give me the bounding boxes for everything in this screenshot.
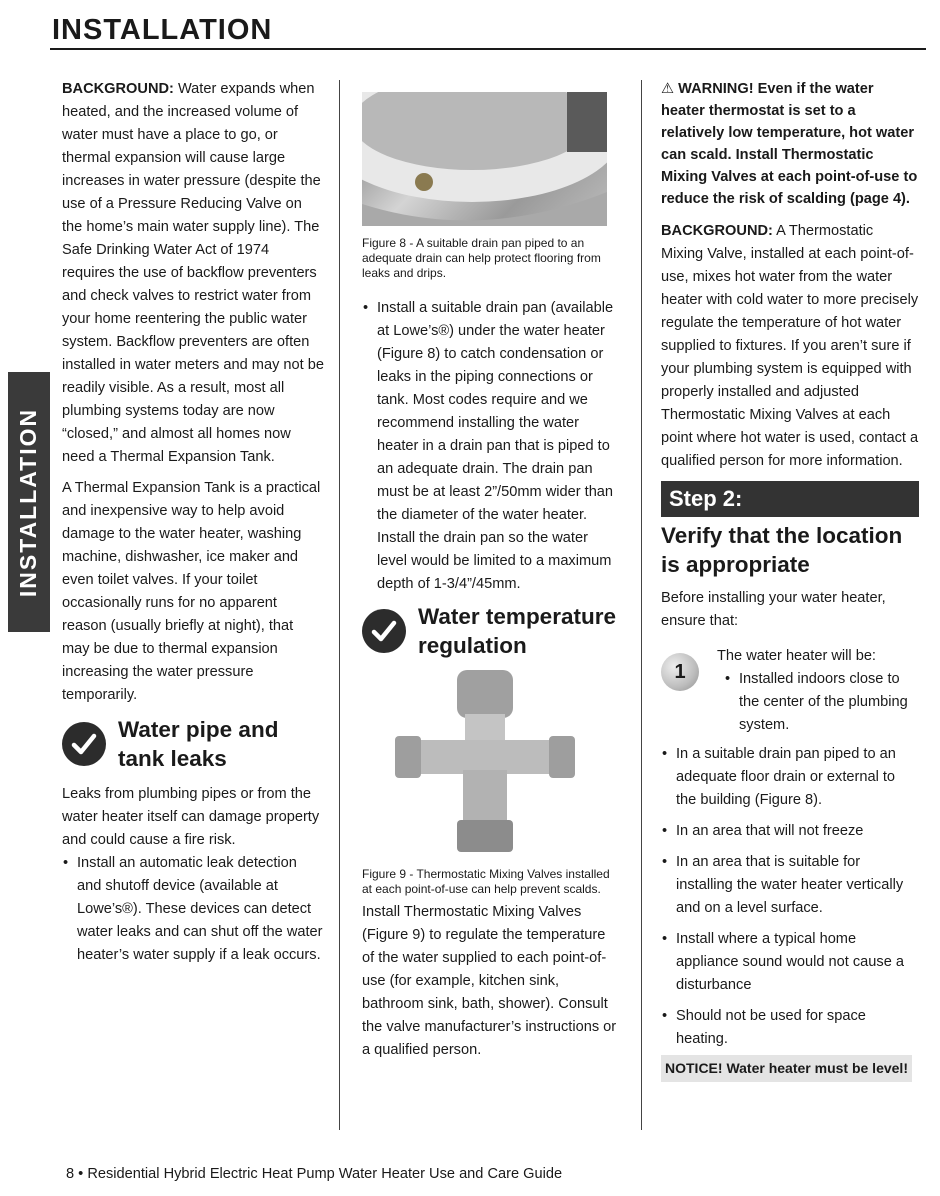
column-left xyxy=(62,78,324,967)
numbered-item-text: The water heater will be: xyxy=(717,648,876,664)
location-list xyxy=(661,743,919,1051)
figure-8-caption: Figure 8 - A suitable drain pan piped to an adequate drain can help protect flooring from leaks and drips. xyxy=(362,236,601,280)
background-paragraph xyxy=(661,220,919,473)
list-item: • In an area that is suitable for installing the water heater vertically and on a level surface. xyxy=(676,851,919,920)
step-2-bar: Step 2: xyxy=(661,481,919,517)
drain-pan-photo xyxy=(362,92,607,226)
checkmark-icon xyxy=(362,609,406,653)
temperature-heading-row xyxy=(362,602,620,660)
numbered-item xyxy=(661,645,919,737)
leaks-list xyxy=(62,852,324,967)
page-title: INSTALLATION xyxy=(52,14,273,46)
step-title: Verify that the location is appropriate xyxy=(661,523,903,577)
checkmark-icon xyxy=(62,722,106,766)
list-item: • In a suitable drain pan piped to an adequate floor drain or external to the building (Figure 8). xyxy=(676,743,919,812)
notice-banner: NOTICE! Water heater must be level! xyxy=(661,1055,912,1082)
warning-block xyxy=(661,78,919,210)
column-right xyxy=(661,78,919,1082)
list-item: • In an area that will not freeze xyxy=(676,820,919,843)
figure-9-caption: Figure 9 - Thermostatic Mixing Valves installed at each point-of-use can help prevent scalds. xyxy=(362,867,610,896)
intro-text: Before installing your water heater, ensure that: xyxy=(661,590,886,629)
background-label: BACKGROUND: xyxy=(661,223,773,239)
section-heading: Water pipe and tank leaks xyxy=(118,717,279,771)
drain-pan-list xyxy=(362,297,620,596)
numbered-item-list xyxy=(717,668,919,737)
list-item: • Install a suitable drain pan (available at Lowe’s®) under the water heater (Figure 8) to catch condensation or leaks in the piping connections or tank. Most codes require and we recommend installing the water heater in a drain pan that is piped to an adequate drain. The drain pan must be at least 2”/50mm wider than the diameter of the water heater. Install the drain pan so the water level would be limited to a maximum depth of 1-3/4”/45mm. xyxy=(377,297,620,596)
side-tab xyxy=(8,372,50,632)
mixing-valve-paragraph: Install Thermostatic Mixing Valves (Figure 9) to regulate the temperature of the water supplied to each point-of-use (for example, kitchen sink, bathroom sink, bath, shower). Consult the valve manufacturer’s instructions or a qualified person. xyxy=(362,904,617,1058)
column-divider-2 xyxy=(641,80,642,1130)
list-item: • Install an automatic leak detection and shutoff device (available at Lowe’s®). These devices can detect water leaks and can shut off the water heater’s water supply if a leak occurs. xyxy=(77,852,324,967)
background-label: BACKGROUND: xyxy=(62,81,174,97)
expansion-tank-paragraph: A Thermal Expansion Tank is a practical and inexpensive way to help avoid damage to the water heater, washing machine, dishwasher, ice maker and even toilet valves. If your toilet occasionally runs for no apparent reason (usually briefly at night), that may be due to thermal expansion increasing the water pressure temporarily. xyxy=(62,480,321,703)
title-rule xyxy=(50,48,926,50)
warning-icon: ⚠ xyxy=(661,81,675,97)
list-item: • Install where a typical home appliance sound would not cause a disturbance xyxy=(676,928,919,997)
column-divider-1 xyxy=(339,80,340,1130)
mixing-valve-photo xyxy=(362,670,607,855)
numbered-item-body xyxy=(717,645,919,737)
background-text: A Thermostatic Mixing Valve, installed at each point-of-use, mixes hot water from the water heater with cold water to more precisely regulate the temperature of hot water supplied to fixtures. If you aren’t sure if your plumbing system is equipped with properly installed and adjusted Thermostatic Mixing Valves at each point where hot water is used, contact a qualified person for more information. xyxy=(661,223,919,469)
warning-text: WARNING! Even if the water heater thermostat is set to a relatively low temperature, hot water can scald. Install Thermostatic Mixing Valves at each point-of-use to reduce the risk of scalding (page 4). xyxy=(661,81,918,207)
background-text: Water expands when heated, and the increased volume of water must have a place to go, or thermal expansion will cause large increases in water pressure (despite the use of a Pressure Reducing Valve on the home’s main water supply line). The Safe Drinking Water Act of 1974 requires the use of backflow preventers and check valves to restrict water from your home reentering the public water system. Backflow preventers are often installed in water meters and may not be readily visible. As a result, most all plumbing systems today are now “closed,” and almost all homes now need a Thermal Expansion Tank. xyxy=(62,81,325,465)
column-middle xyxy=(362,92,620,1070)
section-heading: Water temperature regulation xyxy=(418,604,616,658)
list-item: • Installed indoors close to the center of the plumbing system. xyxy=(739,668,919,737)
page-footer: 8 • Residential Hybrid Electric Heat Pump Water Heater Use and Care Guide xyxy=(66,1166,563,1182)
list-item: • Should not be used for space heating. xyxy=(676,1005,919,1051)
background-paragraph xyxy=(62,78,324,469)
side-tab-label: INSTALLATION xyxy=(15,407,42,597)
leaks-heading-row xyxy=(62,715,324,773)
number-badge: 1 xyxy=(661,653,699,691)
leaks-paragraph: Leaks from plumbing pipes or from the water heater itself can damage property and could cause a fire risk. xyxy=(62,786,320,848)
